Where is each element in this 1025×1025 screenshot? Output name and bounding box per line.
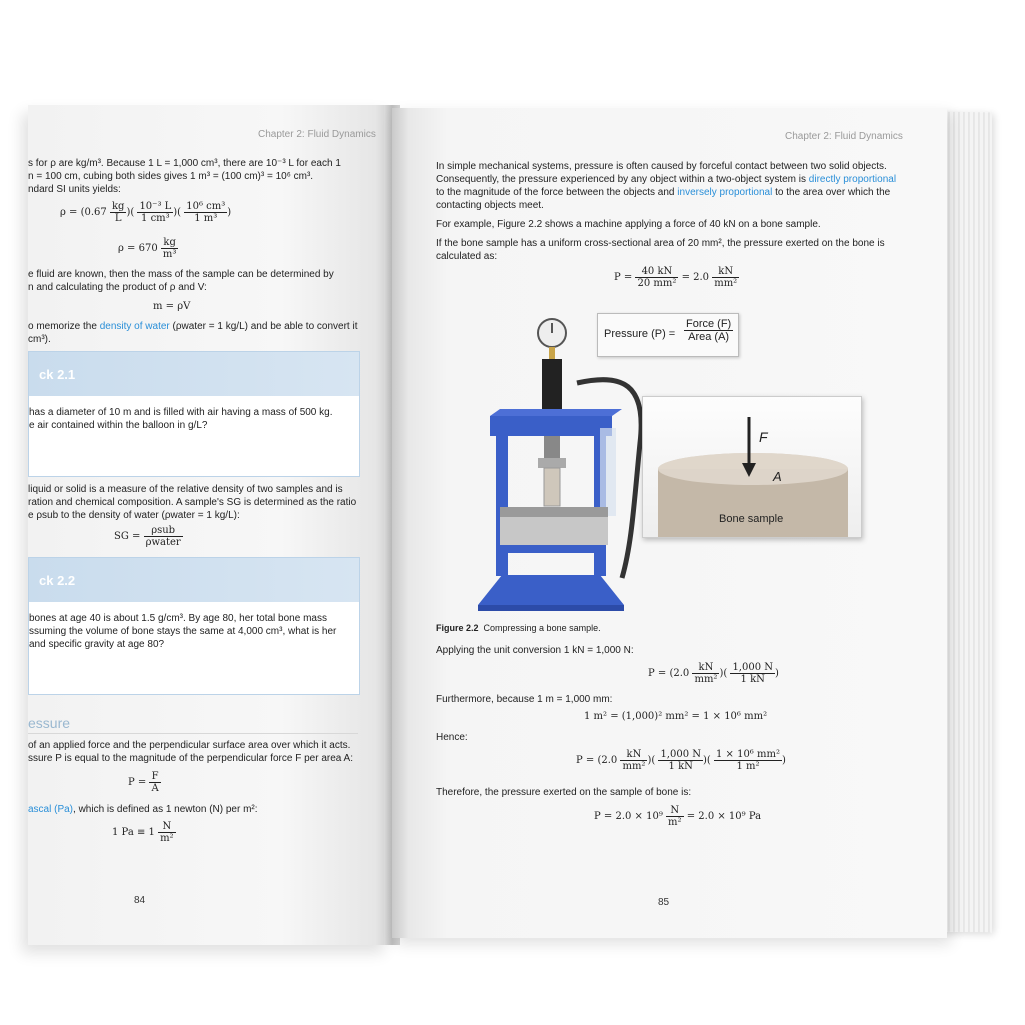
text-line: If the bone sample has a uniform cross-sectional area of 20 mm², the pressure exerted on the bone is xyxy=(436,238,885,249)
text-line: ssuming the volume of bone stays the same at 4,000 cm³, what is her xyxy=(29,626,337,637)
density-result: ρ = 670 $\frac{kg}{\text{m³}}$ xyxy=(118,237,177,260)
text-line: liquid or solid is a measure of the relative density of two samples and is xyxy=(28,484,343,495)
callout-label: Pressure (P) = xyxy=(604,328,676,340)
text-line: calculated as: xyxy=(436,251,498,262)
mass-equation: m = ρV xyxy=(153,301,191,312)
density-equation: ρ = (0.67 $\frac{kg}{L}$ )( $\frac{\text{10⁻³ L}}{\text{1 cm³}}$ )( $\frac{\text{10⁶ cm³}}{\text{1 m³}}$ ) xyxy=(60,201,232,224)
fraction: $\frac{N}{\text{m²}}$ xyxy=(668,805,682,828)
fraction: $\frac{N}{\text{m²}}$ xyxy=(160,821,174,844)
fraction: $\frac{F}{A}$ xyxy=(151,771,159,794)
left-page xyxy=(28,105,390,945)
page-edges xyxy=(940,112,992,933)
text-line: s for ρ are kg/m³. Because 1 L = 1,000 cm³, there are 10⁻³ L for each 1 xyxy=(28,158,341,169)
text-line: For example, Figure 2.2 shows a machine applying a force of 40 kN on a bone sample. xyxy=(436,219,821,230)
text-line: to the magnitude of the force between the objects and inversely proportional to the area over which the xyxy=(436,187,891,198)
right-header: Chapter 2: Fluid Dynamics xyxy=(785,131,903,142)
page-number-left: 84 xyxy=(134,895,146,906)
right-page xyxy=(392,108,947,938)
fraction: $\frac{\text{ρsub}}{\text{ρwater}}$ xyxy=(145,525,181,548)
text-line: Therefore, the pressure exerted on the sample of bone is: xyxy=(436,787,692,798)
pressure-equation: P = $\frac{F}{A}$ xyxy=(128,771,159,794)
text-line: contacting objects meet. xyxy=(436,200,544,211)
memorize-line: o memorize the density of water (ρwater = 1 kg/L) and be able to convert it xyxy=(28,321,358,332)
text-line: e fluid are known, then the mass of the sample can be determined by xyxy=(28,269,334,280)
text-line: cm³). xyxy=(28,334,51,345)
page-number-right: 85 xyxy=(658,897,670,908)
force-label: F xyxy=(759,429,768,445)
text-line: ssure P is equal to the magnitude of the perpendicular force F per area A: xyxy=(28,753,354,764)
text-line: ration and chemical composition. A sample's SG is determined as the ratio xyxy=(28,497,357,508)
text-line: Furthermore, because 1 m = 1,000 mm: xyxy=(436,694,613,705)
pascal-equation: 1 Pa ≡ 1 $\frac{N}{\text{m²}}$ xyxy=(112,821,174,844)
figure-caption: Figure 2.2 Compressing a bone sample. xyxy=(436,623,601,633)
specific-gravity-equation: SG = $\frac{\text{ρsub}}{\text{ρwater}}$ xyxy=(114,525,181,548)
text-line: n = 100 cm, cubing both sides gives 1 m³ = (100 cm)³ = 10⁶ cm³. xyxy=(28,171,314,182)
inversely-proportional-link[interactable]: inversely proportional xyxy=(677,187,773,198)
fraction: $\frac{kN}{\text{mm²}}$ xyxy=(714,266,738,289)
text-line: e air contained within the balloon in g/L? xyxy=(29,420,208,431)
fraction: $\frac{1,000 N}{1 kN}$ xyxy=(732,662,773,685)
directly-proportional-link[interactable]: directly proportional xyxy=(808,174,897,185)
left-header: Chapter 2: Fluid Dynamics xyxy=(258,129,376,140)
eq-part: ρ = (0.67 xyxy=(60,207,107,218)
fraction: $\frac{kg}{\text{m³}}$ xyxy=(162,237,177,260)
fraction: $\frac{\text{10⁶ cm³}}{\text{1 m³}}$ xyxy=(186,201,226,224)
text-line: Hence: xyxy=(436,732,468,743)
text-line: has a diameter of 10 m and is filled with air having a mass of 500 kg. xyxy=(29,407,333,418)
fraction: $\frac{kg}{L}$ xyxy=(111,201,125,224)
section-title: essure xyxy=(28,715,71,731)
text-line: Consequently, the pressure experienced by any object within a two-object system is directly proportional xyxy=(436,174,897,185)
text-line: ndard SI units yields: xyxy=(28,184,121,195)
area-conversion-equation: 1 m² = (1,000)² mm² = 1 × 10⁶ mm² xyxy=(584,711,768,722)
conversion-equation: P = (2.0 $\frac{kN}{\text{mm²}}$ )( $\frac{1,000 N}{1 kN}$ ) xyxy=(648,662,779,685)
fraction: $\frac{\text{1 × 10⁶ mm²}}{\text{1 m²}}$ xyxy=(715,749,780,772)
check-box-header: ck 2.2 xyxy=(29,558,359,602)
bone-sample-inset xyxy=(642,396,862,538)
text-line: bones at age 40 is about 1.5 g/cm³. By age 80, her total bone mass xyxy=(29,613,327,624)
pascal-line: ascal (Pa), which is defined as 1 newton (N) per m²: xyxy=(28,804,258,815)
density-of-water-link[interactable]: density of water xyxy=(99,321,170,332)
pascal-link[interactable]: ascal (Pa) xyxy=(28,804,74,815)
text-line: e ρsub to the density of water (ρwater = 1 kg/L): xyxy=(28,510,240,521)
text-line: and specific gravity at age 80? xyxy=(29,639,165,650)
bone-sample-label: Bone sample xyxy=(719,513,784,525)
fraction: $\frac{kN}{\text{mm²}}$ xyxy=(694,662,718,685)
section-divider xyxy=(28,733,358,734)
check-box-2-2 xyxy=(28,557,360,695)
text-line: of an applied force and the perpendicular surface area over which it acts. xyxy=(28,740,351,751)
check-box-2-1 xyxy=(28,351,360,477)
text-line: n and calculating the product of ρ and V: xyxy=(28,282,207,293)
final-pressure-equation: P = 2.0 × 10⁹ $\frac{N}{\text{m²}}$ = 2.0 × 10⁹ Pa xyxy=(594,805,762,828)
fraction: $\frac{1,000 N}{1 kN}$ xyxy=(660,749,701,772)
area-label: A xyxy=(773,469,782,484)
text-line: In simple mechanical systems, pressure is often caused by forceful contact between two solid objects. xyxy=(436,161,887,172)
text-line: Applying the unit conversion 1 kN = 1,000 N: xyxy=(436,645,634,656)
fraction: Force (F) Area (A) xyxy=(686,318,732,343)
fraction: $\frac{kN}{\text{mm²}}$ xyxy=(622,749,646,772)
pressure-formula-callout xyxy=(597,313,739,357)
combined-equation: P = (2.0 $\frac{kN}{\text{mm²}}$ )( $\frac{1,000 N}{1 kN}$ )( $\frac{\text{1 × 10⁶ mm²}}{\text{1 m²}}$ ) xyxy=(576,749,786,772)
fraction: $\frac{40 kN}{\text{20 mm²}}$ xyxy=(637,266,677,289)
pressure-calc-equation: P = $\frac{40 kN}{\text{20 mm²}}$ = 2.0 $\frac{kN}{\text{mm²}}$ xyxy=(614,266,738,289)
check-box-header: ck 2.1 xyxy=(29,352,359,396)
fraction: $\frac{\text{10⁻³ L}}{\text{1 cm³}}$ xyxy=(139,201,172,224)
